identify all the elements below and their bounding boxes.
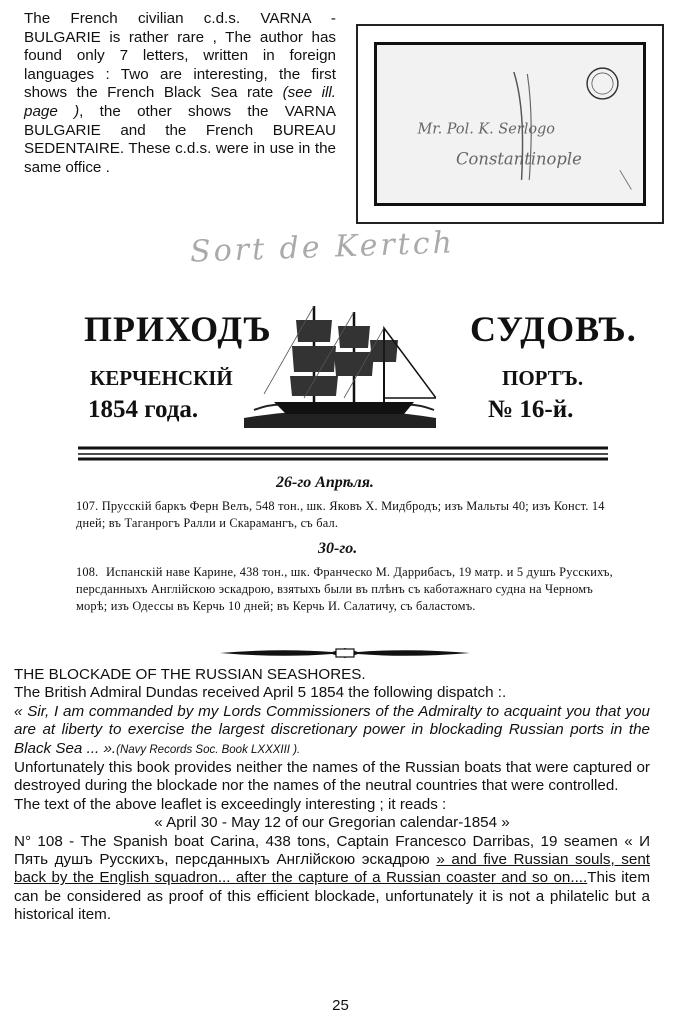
envelope-image [377, 45, 643, 203]
calendar-quote: « April 30 - May 12 of our Gregorian calendar-1854 » [154, 814, 510, 832]
kerch-leaflet [70, 225, 637, 658]
quote-paragraph [14, 703, 650, 759]
entry-text: Испанскій наве Карине, 438 тон., шк. Франческо М. Даррибасъ, 19 матр. и 5 душъ Русскихъ, перcданныхъ Англійскою эскадрою, взятыхъ были въ плѣнъ съ каботажнаго судна на Черномъ морѣ; изъ Одессы въ Керчь 10 дней; въ Керчь И. Салатичу, съ баластомъ. [76, 565, 613, 613]
paragraph-leaflet-intro: The text of the above leaflet is exceedingly interesting ; it reads : [14, 795, 447, 813]
paragraph-book-note: Unfortunately this book provides neither the names of the Russian boats that were captured or destroyed during the blockade nor the names of the neutral countries that were controlled. [14, 759, 650, 795]
leaflet-date-2: 30-го. [318, 540, 358, 557]
entry-108-conclusion: This item can be considered as proof of this efficient blockade, unfortunately it is not a philatelic but a historical item. [14, 869, 650, 924]
cover-illustration [374, 42, 646, 206]
entry-108-translation: » and five Russian souls, sent back by the English squadron... after the capture of a Russian coaster and so on.... [14, 851, 650, 887]
quote-reference: (Navy Records Soc. Book LXXXIII ). [116, 743, 301, 756]
address-line-2: Constantinople [456, 149, 582, 169]
address-line-1: Mr. Pol. K. Serlogo [417, 121, 555, 138]
paragraph-dispatch: The British Admiral Dundas received April 5 1854 the following dispatch :. [14, 684, 507, 702]
section-heading: THE BLOCKADE OF THE RUSSIAN SEASHORES. [14, 666, 366, 683]
leaflet-year: 1854 года. [88, 396, 199, 423]
main-text [14, 666, 650, 925]
entry-number: 108. [76, 565, 99, 579]
intro-text-1: The French civilian c.d.s. VARNA - BULGARIE is rather rare , The author has found only 7 letters, written in foreign languages : Two are interesting, the first shows the French Black Sea rate [24, 10, 336, 102]
paragraph-entry-108 [14, 833, 650, 925]
double-rule-divider [78, 444, 608, 464]
leaflet-title-left: ПРИХОДЪ [84, 309, 272, 349]
ornament-divider [220, 646, 470, 660]
leaflet-subtitle-right: ПОРТЪ. [502, 366, 584, 390]
sailing-ship-icon [244, 298, 436, 428]
cover-illustration-frame [356, 24, 664, 224]
leaflet-issue-number: № 16-й. [488, 396, 574, 423]
handwritten-note: Sort de Kertch [189, 225, 456, 270]
leaflet-subtitle-left: КЕРЧЕНСКІЙ [90, 366, 233, 390]
entry-108-text: N° 108 - The Spanish boat Carina, 438 tons, Captain Francesco Darribas, 19 seamen « И Пять душъ Русскихъ, персданныхъ Англійскою эскадрою [14, 832, 650, 869]
admiralty-quote: « Sir, I am commanded by my Lords Commissioners of the Admiralty to acquaint you that you are at liberty to exercise the largest discretionary power in blockading Russian ports in the Black Sea ... ». [14, 702, 650, 757]
leaflet-entry-108 [76, 564, 616, 615]
intro-paragraph [24, 10, 336, 177]
intro-italic-ref: (see ill. page ) [24, 84, 336, 120]
page-number: 25 [332, 997, 349, 1014]
leaflet-title-right: СУДОВЪ. [470, 309, 637, 349]
intro-text-2: , the other shows the VARNA BULGARIE and the French BUREAU SEDENTAIRE. These c.d.s. were in use in the same office . [24, 102, 336, 176]
leaflet-date-1: 26-го Апрѣля. [276, 474, 374, 491]
leaflet-entry-107: 107. Прусскій баркъ Ферн Велъ, 548 тон., шк. Яковъ Х. Мидбродъ; изъ Мальты 40; изъ Конст. 14 дней; въ Таганрогъ Ралли и Скарамангъ, съ бал. [76, 499, 605, 530]
